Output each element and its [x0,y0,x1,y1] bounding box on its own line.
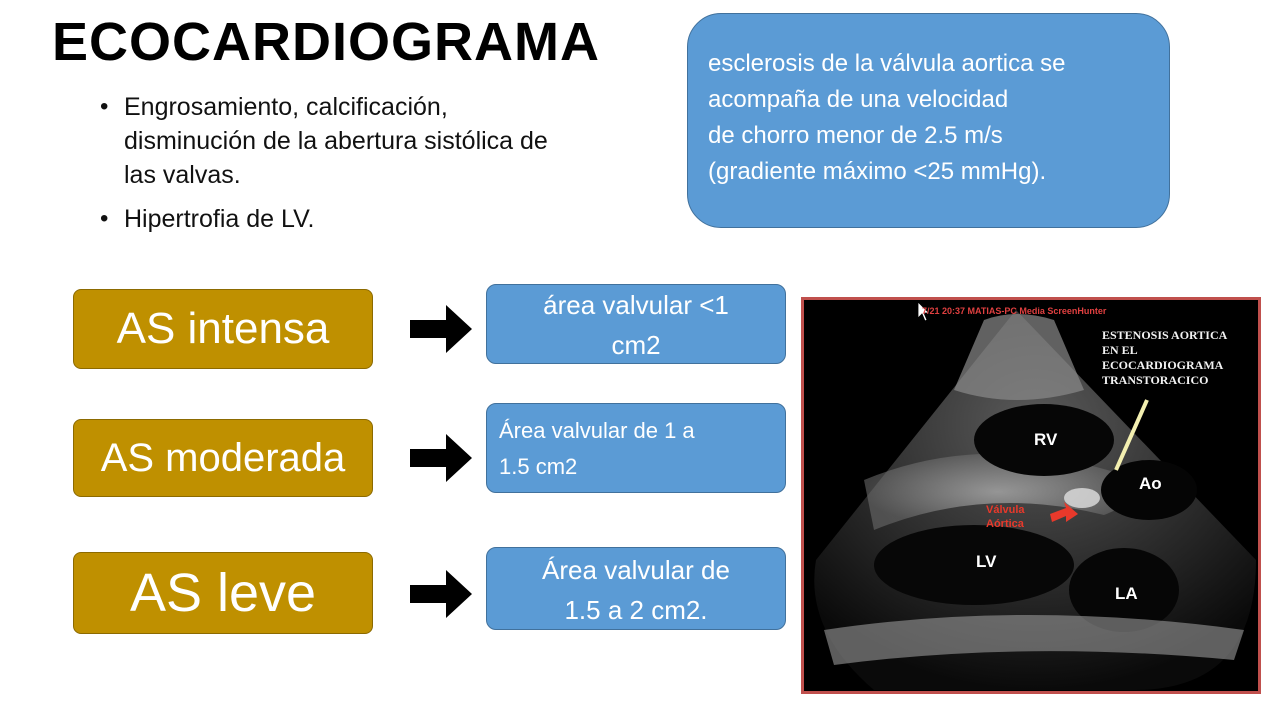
note-line: esclerosis de la válvula aortica se [708,50,1066,77]
area-line: 1.5 cm2 [499,454,578,479]
bullet-item: • Engrosamiento, calcificación, disminución de la abertura sistólica de las valvas. [100,90,570,192]
severity-moderada-box: AS moderada [73,419,373,497]
echocardiogram-image [801,297,1261,694]
valve-label: Válvula Aórtica [986,504,1025,530]
image-header: 7/21 20:37 MATIAS-PC Media ScreenHunter [922,306,1107,316]
note-line: acompaña de una velocidad [708,86,1009,113]
aortic-sclerosis-note [687,13,1170,228]
area-line: Área valvular de [542,555,730,585]
area-line: 1.5 a 2 cm2. [564,595,708,625]
bullet-dot-icon: • [100,205,109,232]
area-leve-box [486,547,786,630]
area-intensa-box [486,284,786,364]
area-line: Área valvular de 1 a [499,418,695,443]
severity-intensa-box: AS intensa [73,289,373,369]
area-moderada-box [486,403,786,493]
note-line: (gradiente máximo <25 mmHg). [708,158,1047,185]
label-ao: Ao [1139,474,1162,493]
right-arrow-icon [410,434,472,482]
image-caption: ESTENOSIS AORTICA EN EL ECOCARDIOGRAMA TRANSTORACICO [1102,328,1228,387]
note-line: de chorro menor de 2.5 m/s [708,122,1003,149]
bullet-item: • Hipertrofia de LV. [100,202,570,236]
bullet-dot-icon: • [100,93,109,120]
slide-title: ECOCARDIOGRAMA [52,12,600,72]
area-line: área valvular <1 [543,290,729,320]
label-la: LA [1115,584,1138,603]
bullet-list [100,90,570,246]
right-arrow-icon [410,305,472,353]
severity-leve-box: AS leve [73,552,373,634]
label-lv: LV [976,552,997,571]
label-rv: RV [1034,430,1058,449]
area-line: cm2 [611,330,661,360]
right-arrow-icon [410,570,472,618]
